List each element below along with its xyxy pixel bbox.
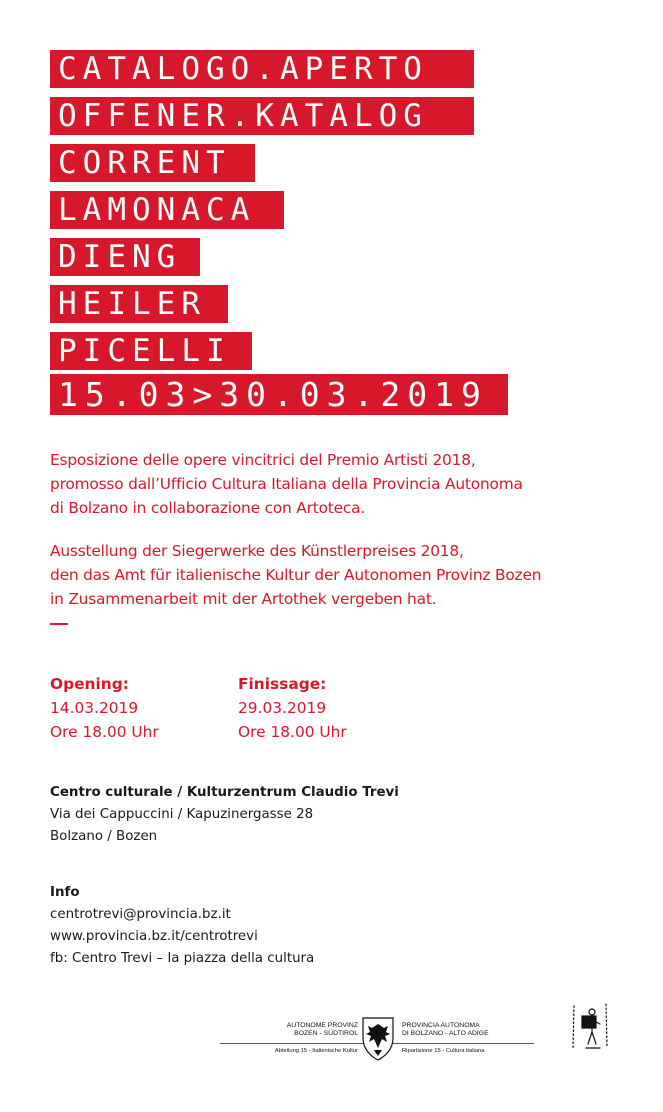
venue-name: Centro culturale / Kulturzentrum Claudio Trevi <box>50 785 399 800</box>
intro-it-line: Esposizione delle opere vincitrici del Premio Artisti 2018, <box>50 451 476 469</box>
intro-de-line: in Zusammenarbeit mit der Artothek vergeben hat. <box>50 590 437 608</box>
intro-de-line: Ausstellung der Siegerwerke des Künstlerpreises 2018, <box>50 542 464 560</box>
venue-block <box>50 782 399 848</box>
finissage-time: Ore 18.00 Uhr <box>238 723 347 741</box>
opening-date: 14.03.2019 <box>50 699 139 717</box>
banner-artist-picelli: PICELLI <box>50 332 252 370</box>
intro-it-line: promosso dall’Ufficio Cultura Italiana della Provincia Autonoma <box>50 475 523 493</box>
footer-right-line3: Ripartizione 15 - Cultura italiana <box>402 1048 485 1054</box>
banner-artist-corrent: CORRENT <box>50 144 255 182</box>
opening-block <box>50 672 159 744</box>
footer-right-line1: PROVINCIA AUTONOMA <box>402 1022 480 1029</box>
footer-right-line2: DI BOLZANO - ALTO ADIGE <box>402 1030 489 1037</box>
intro-italian <box>50 448 650 520</box>
banner-artist-heiler: HEILER <box>50 285 228 323</box>
artoteca-logo-icon <box>566 998 614 1062</box>
intro-german <box>50 539 650 611</box>
venue-street: Via dei Cappuccini / Kapuzinergasse 28 <box>50 807 314 822</box>
banner-catalogo-aperto: CATALOGO.APERTO <box>50 50 474 88</box>
opening-time: Ore 18.00 Uhr <box>50 723 159 741</box>
footer-left-line2: BOZEN - SÜDTIROL <box>294 1030 358 1037</box>
intro-de-line: den das Amt für italienische Kultur der Autonomen Provinz Bozen <box>50 566 542 584</box>
province-logo <box>220 1014 540 1084</box>
footer-left-line1: AUTONOME PROVINZ <box>286 1022 358 1029</box>
venue-city: Bolzano / Bozen <box>50 829 158 844</box>
banner-offener-katalog: OFFENER.KATALOG <box>50 97 474 135</box>
divider-dash <box>50 623 68 625</box>
info-email: centrotrevi@provincia.bz.it <box>50 907 231 922</box>
finissage-block <box>238 672 347 744</box>
banner-artist-dieng: DIENG <box>50 238 200 276</box>
opening-heading: Opening: <box>50 675 129 693</box>
footer-left-line3: Abteilung 15 - Italienische Kultur <box>274 1048 358 1054</box>
finissage-heading: Finissage: <box>238 675 327 693</box>
banner-dates: 15.03>30.03.2019 <box>50 374 508 415</box>
banner-artist-lamonaca: LAMONACA <box>50 191 284 229</box>
info-heading: Info <box>50 885 80 900</box>
info-block <box>50 882 314 970</box>
finissage-date: 29.03.2019 <box>238 699 327 717</box>
intro-it-line: di Bolzano in collaborazione con Artoteca. <box>50 499 366 517</box>
info-website: www.provincia.bz.it/centrotrevi <box>50 929 258 944</box>
info-facebook: fb: Centro Trevi – la piazza della cultura <box>50 951 315 966</box>
coat-of-arms-icon <box>360 1016 396 1062</box>
